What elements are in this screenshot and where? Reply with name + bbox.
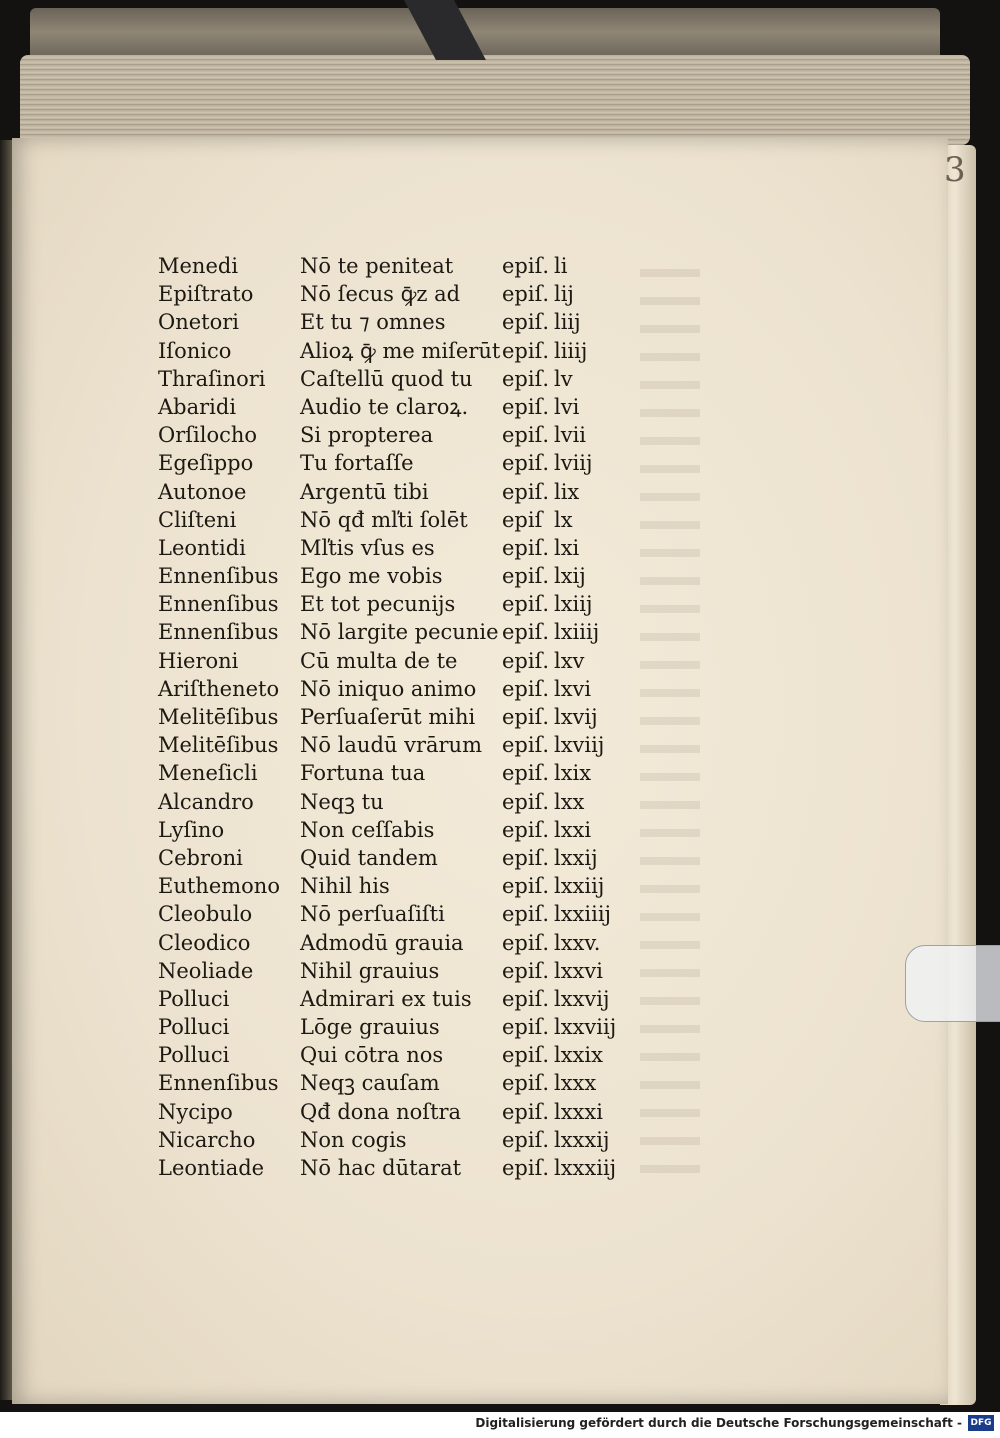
incipit-text: Nō te peniteat <box>300 254 454 278</box>
incipit-text: Perſuaſerūt mihi <box>300 705 476 729</box>
epistola-number: lij <box>554 282 574 307</box>
epistola-label: epiſ. <box>502 620 550 645</box>
folio-mark: 3 <box>944 150 966 190</box>
epistola-label: epiſ. <box>502 761 550 786</box>
recipient-name: Iſonico <box>158 338 232 363</box>
incipit-text: Neqꝫ cauſam <box>300 1071 440 1096</box>
book-page-stack <box>20 55 970 145</box>
recipient-name: Cleodico <box>158 930 251 955</box>
epistola-number: lxxviij <box>554 1015 617 1040</box>
incipit-text: Si propterea <box>300 423 434 448</box>
list-item <box>158 506 678 534</box>
incipit-text: Qui cōtra nos <box>300 1043 444 1068</box>
epistola-label: epiſ. <box>502 479 550 504</box>
list-item <box>158 590 678 618</box>
incipit-text: Nihil grauius <box>300 958 440 983</box>
epistola-label: epiſ. <box>502 338 550 363</box>
incipit-text: Admirari ex tuis <box>300 986 472 1011</box>
epistola-label: epiſ. <box>502 1127 550 1152</box>
recipient-name: Egeſippo <box>158 451 254 476</box>
incipit-text: Nō qđ mľti ſolēt <box>300 507 468 532</box>
recipient-name: Epiſtrato <box>158 282 254 307</box>
epistola-number: lxxiiij <box>554 902 612 927</box>
list-item <box>158 365 678 393</box>
epistola-label: epiſ. <box>502 648 550 673</box>
epistola-label: epiſ. <box>502 310 550 335</box>
epistola-number: lix <box>554 479 580 504</box>
recipient-name: Leontiade <box>158 1156 265 1180</box>
incipit-text: Argentū tibi <box>300 479 429 504</box>
list-item <box>158 731 678 759</box>
epistola-number: lxv <box>554 648 585 673</box>
list-item <box>158 1069 678 1097</box>
epistola-number: lxvi <box>554 676 592 701</box>
incipit-text: Et tu ⁊ omnes <box>300 310 446 335</box>
epistola-number: lxxij <box>554 845 598 870</box>
epistola-number: lxvij <box>554 705 598 729</box>
epistola-number: lxx <box>554 789 585 814</box>
epistola-number: lxxxiij <box>554 1156 617 1180</box>
list-item <box>158 985 678 1013</box>
epistola-label: epiſ. <box>502 394 550 419</box>
incipit-text: Cū multa de te <box>300 648 458 673</box>
epistola-label: epiſ. <box>502 564 550 589</box>
epistola-number: lxxv. <box>554 930 601 955</box>
epistola-label: epiſ. <box>502 817 550 842</box>
epistola-number: lxxiij <box>554 874 605 899</box>
incipit-text: Neqꝫ tu <box>300 789 384 814</box>
epistola-label: epiſ. <box>502 1099 550 1124</box>
list-item <box>158 534 678 562</box>
list-item <box>158 788 678 816</box>
recipient-name: Melitēſibus <box>158 733 279 758</box>
incipit-text: Lōge grauius <box>300 1015 440 1040</box>
list-item <box>158 647 678 675</box>
incipit-text: Tu fortaſſe <box>300 451 414 476</box>
recipient-name: Onetori <box>158 310 240 335</box>
epistola-number: lxxx <box>554 1071 597 1096</box>
recipient-name: Meneſicli <box>158 761 258 786</box>
list-item <box>158 703 678 731</box>
list-item <box>158 421 678 449</box>
recipient-name: Thraſinori <box>158 366 266 391</box>
recipient-name: Menedi <box>158 254 239 278</box>
incipit-text: Et tot pecunijs <box>300 592 456 617</box>
incipit-text: Ego me vobis <box>300 564 443 589</box>
incipit-text: Nō hac dūtarat <box>300 1156 462 1180</box>
incipit-text: Alioꝝ ꝙ̄ me miſerūt <box>300 338 501 363</box>
list-item <box>158 562 678 590</box>
recipient-name: Polluci <box>158 1043 230 1068</box>
incipit-text: Nō largite pecunie <box>300 620 499 645</box>
epistola-number: lxviij <box>554 733 605 758</box>
epistola-label: epiſ. <box>502 902 550 927</box>
letter-index-list <box>158 252 678 1182</box>
epistola-label: epiſ. <box>502 423 550 448</box>
epistola-number: lxi <box>554 535 580 560</box>
epistola-number: lviij <box>554 451 593 476</box>
epistola-number: lxij <box>554 564 586 589</box>
epistola-number: liij <box>554 310 581 335</box>
epistola-number: lxxxi <box>554 1099 603 1124</box>
incipit-text: Caſtellū quod tu <box>300 366 473 391</box>
epistola-label: epiſ. <box>502 282 550 307</box>
recipient-name: Lyſino <box>158 817 225 842</box>
epistola-label: epiſ. <box>502 705 550 729</box>
epistola-label: epiſ. <box>502 874 550 899</box>
recipient-name: Nicarcho <box>158 1127 256 1152</box>
incipit-text: Quid tandem <box>300 845 438 870</box>
list-item <box>158 844 678 872</box>
incipit-text: Non cogis <box>300 1127 407 1152</box>
epistola-label: epiſ. <box>502 1156 550 1180</box>
recipient-name: Orſilocho <box>158 423 258 448</box>
epistola-number: li <box>554 254 568 278</box>
incipit-text: Fortuna tua <box>300 761 426 786</box>
incipit-text: Mľtis vſus es <box>300 535 435 560</box>
incipit-text: Non ceſſabis <box>300 817 435 842</box>
list-item <box>158 618 678 646</box>
epistola-label: epiſ. <box>502 592 550 617</box>
incipit-text: Nō ſecus ꝙ̄z ad <box>300 282 461 307</box>
epistola-number: lxix <box>554 761 592 786</box>
list-item <box>158 1013 678 1041</box>
epistola-number: lx <box>554 507 573 532</box>
list-item <box>158 449 678 477</box>
list-item <box>158 900 678 928</box>
recipient-name: Leontidi <box>158 535 246 560</box>
epistola-number: lxiij <box>554 592 593 617</box>
recipient-name: Alcandro <box>158 789 254 814</box>
page-holder-tab <box>905 945 1000 1022</box>
list-item <box>158 280 678 308</box>
recipient-name: Euthemono <box>158 874 280 899</box>
list-item <box>158 675 678 703</box>
epistola-label: epiſ. <box>502 930 550 955</box>
list-item <box>158 816 678 844</box>
recipient-name: Cliſteni <box>158 507 237 532</box>
incipit-text: Nō iniquo animo <box>300 676 477 701</box>
list-item <box>158 929 678 957</box>
epistola-label: epiſ. <box>502 733 550 758</box>
dfg-logo: DFG <box>968 1415 994 1431</box>
epistola-number: lxxvij <box>554 986 610 1011</box>
epistola-label: epiſ. <box>502 451 550 476</box>
recipient-name: Polluci <box>158 986 230 1011</box>
list-item <box>158 759 678 787</box>
epistola-label: epiſ. <box>502 958 550 983</box>
epistola-number: lxxi <box>554 817 592 842</box>
list-item <box>158 252 678 280</box>
recipient-name: Ennenſibus <box>158 564 279 589</box>
incipit-text: Qđ dona noſtra <box>300 1099 462 1124</box>
recipient-name: Ennenſibus <box>158 1071 279 1096</box>
incipit-text: Nihil his <box>300 874 390 899</box>
epistola-number: lxxvi <box>554 958 603 983</box>
recipient-name: Autonoe <box>158 479 247 504</box>
list-item <box>158 1154 678 1182</box>
epistola-number: lxiiij <box>554 620 600 645</box>
recipient-name: Polluci <box>158 1015 230 1040</box>
epistola-number: lvi <box>554 394 580 419</box>
epistola-label: epiſ <box>502 507 543 532</box>
list-item <box>158 478 678 506</box>
epistola-label: epiſ. <box>502 1015 550 1040</box>
epistola-number: lv <box>554 366 573 391</box>
epistola-label: epiſ. <box>502 789 550 814</box>
epistola-number: lxxix <box>554 1043 603 1068</box>
epistola-label: epiſ. <box>502 535 550 560</box>
recipient-name: Hieroni <box>158 648 239 673</box>
recipient-name: Ennenſibus <box>158 620 279 645</box>
recipient-name: Cebroni <box>158 845 243 870</box>
incipit-text: Audio te claroꝝ. <box>300 394 469 419</box>
epistola-label: epiſ. <box>502 845 550 870</box>
list-item <box>158 1041 678 1069</box>
epistola-label: epiſ. <box>502 676 550 701</box>
recipient-name: Abaridi <box>158 394 237 419</box>
recipient-name: Cleobulo <box>158 902 253 927</box>
list-item <box>158 1126 678 1154</box>
list-item <box>158 308 678 336</box>
incipit-text: Nō perſuaſiſti <box>300 902 445 927</box>
list-item <box>158 393 678 421</box>
epistola-label: epiſ. <box>502 366 550 391</box>
list-item <box>158 337 678 365</box>
epistola-label: epiſ. <box>502 1043 550 1068</box>
list-item <box>158 957 678 985</box>
epistola-number: liiij <box>554 338 588 363</box>
incipit-text: Admodū grauia <box>300 930 464 955</box>
epistola-label: epiſ. <box>502 254 550 278</box>
recipient-name: Ennenſibus <box>158 592 279 617</box>
list-item <box>158 1098 678 1126</box>
recipient-name: Nycipo <box>158 1099 233 1124</box>
list-item <box>158 872 678 900</box>
epistola-number: lvii <box>554 423 587 448</box>
footer-credit: Digitalisierung gefördert durch die Deutsche Forschungsgemeinschaft - <box>475 1416 962 1430</box>
epistola-label: epiſ. <box>502 986 550 1011</box>
epistola-label: epiſ. <box>502 1071 550 1096</box>
epistola-number: lxxxij <box>554 1127 610 1152</box>
incipit-text: Nō laudū vrārum <box>300 733 482 758</box>
recipient-name: Ariſtheneto <box>158 676 280 701</box>
recipient-name: Neoliade <box>158 958 254 983</box>
recipient-name: Melitēſibus <box>158 705 279 729</box>
